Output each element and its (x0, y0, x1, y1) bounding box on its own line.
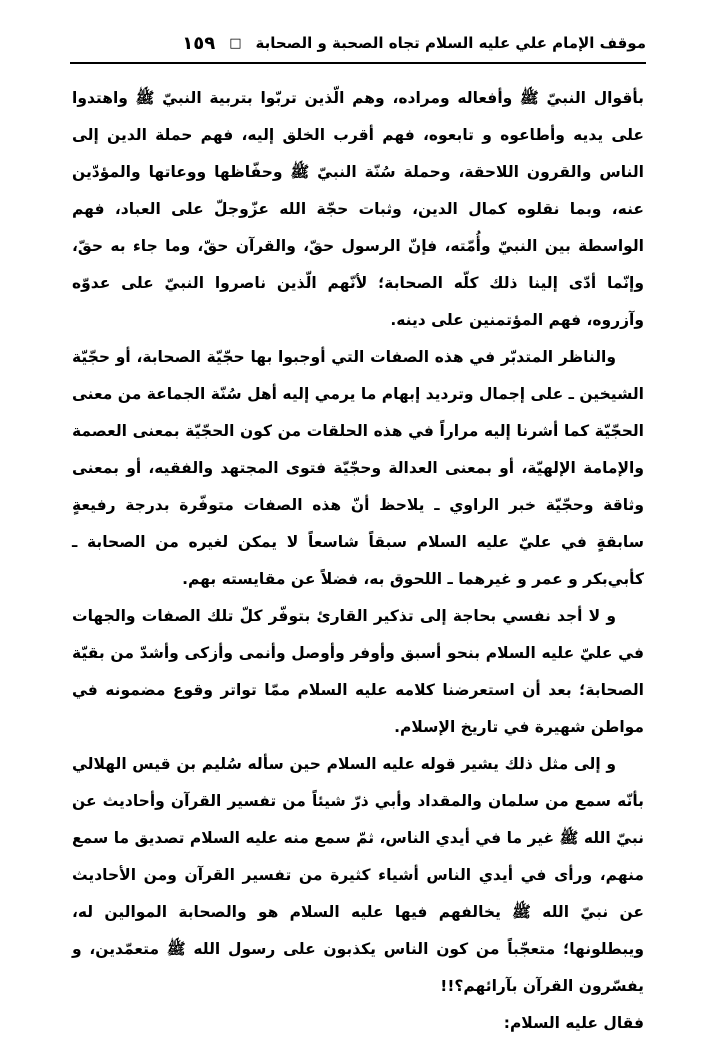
paragraph-2: والناظر المتدبّر في هذه الصفات التي أوجبوا بها حجّيّة الصحابة، أو حجّيّة الشيخين ـ على إجمال وترديد إبهام ما يرمي إليه أهل سُنّة الجماعة من معنى الحجّيّة كما أشرنا إليه مراراً في هذه الحلقات من كون الحجّيّة بمعنى العصمة والإمامة الإلهيّة، أو بمعنى العدالة وحجّيّة فتوى المجتهد والفقيه، أو بمعنى وثاقة وحجّيّة خبر الراوي ـ يلاحظ أنّ هذه الصفات متوفّرة بدرجة رفيعةٍ سابقةٍ في عليّ عليه السلام سبقاً شاسعاً لا يمكن لغيره من الصحابة ـ كأبي‌بكر و عمر و غيرهما ـ اللحوق به، فضلاً عن مقايسته بهم. (72, 348, 644, 588)
paragraph-5: فقال عليه السلام: (503, 1014, 644, 1032)
paragraph-4: و إلى مثل ذلك يشير قوله عليه السلام حين سأله سُليم بن قيس الهلالي بأنّه سمع من سلمان والمقداد وأبي ذرّ شيئاً من تفسير القرآن وأحاديث عن نبيّ الله ﷺ غير ما في أيدي الناس، ثمّ سمع منه عليه السلام تصديق ما سمع منهم، ورأى في أيدي الناس أشياء كثيرة من تفسير القرآن ومن الأحاديث عن نبيّ الله ﷺ يخالفهم فيها عليه السلام هو والصحابة الموالين له، ويبطلونها؛ متعجّباً من كون الناس يكذبون على رسول الله ﷺ متعمّدين، و يفسّرون القرآن بآرائهم؟!! (72, 755, 644, 995)
paragraph-3: و لا أجد نفسي بحاجة إلى تذكير القارئ بتوفّر كلّ تلك الصفات والجهات في عليّ عليه السلام بنحو أسبق وأوفر وأوصل وأنمى وأزكى وأشدّ من بقيّة الصحابة؛ بعد أن استعرضنا كلامه عليه السلام ممّا تواتر وقوع مضمونه في مواطن شهيرة في تاريخ الإسلام. (72, 607, 644, 736)
header-separator-icon: □ (229, 35, 242, 51)
page-body (72, 80, 644, 1042)
header-rule (70, 62, 646, 64)
page-number: ١٥٩ (182, 32, 216, 54)
page-header (70, 28, 646, 58)
running-title: موقف الإمام علي عليه السلام تجاه الصحبة و الصحابة (255, 34, 646, 52)
paragraph-1: بأقوال النبيّ ﷺ وأفعاله ومراده، وهم الّذين تربّوا بتربية النبيّ ﷺ واهتدوا على يديه وأطاعوه و تابعوه، فهم أقرب الخلق إليه، فهم حملة الدين إلى الناس والقرون اللاحقة، وحملة سُنّة النبيّ ﷺ وحفّاظها ووعاتها والمؤدّين عنه، وبما نقلوه كمال الدين، وثبات حجّة الله عزّوجلّ على العباد، فهم الواسطة بين النبيّ وأُمّته، فإنّ الرسول حقّ، والقرآن حقّ، وما جاء به حقّ، وإنّما أدّى إلينا ذلك كلّه الصحابة؛ لأنّهم الّذين ناصروا النبيّ على عدوّه وآزروه، فهم المؤتمنين على دينه. (72, 89, 644, 329)
